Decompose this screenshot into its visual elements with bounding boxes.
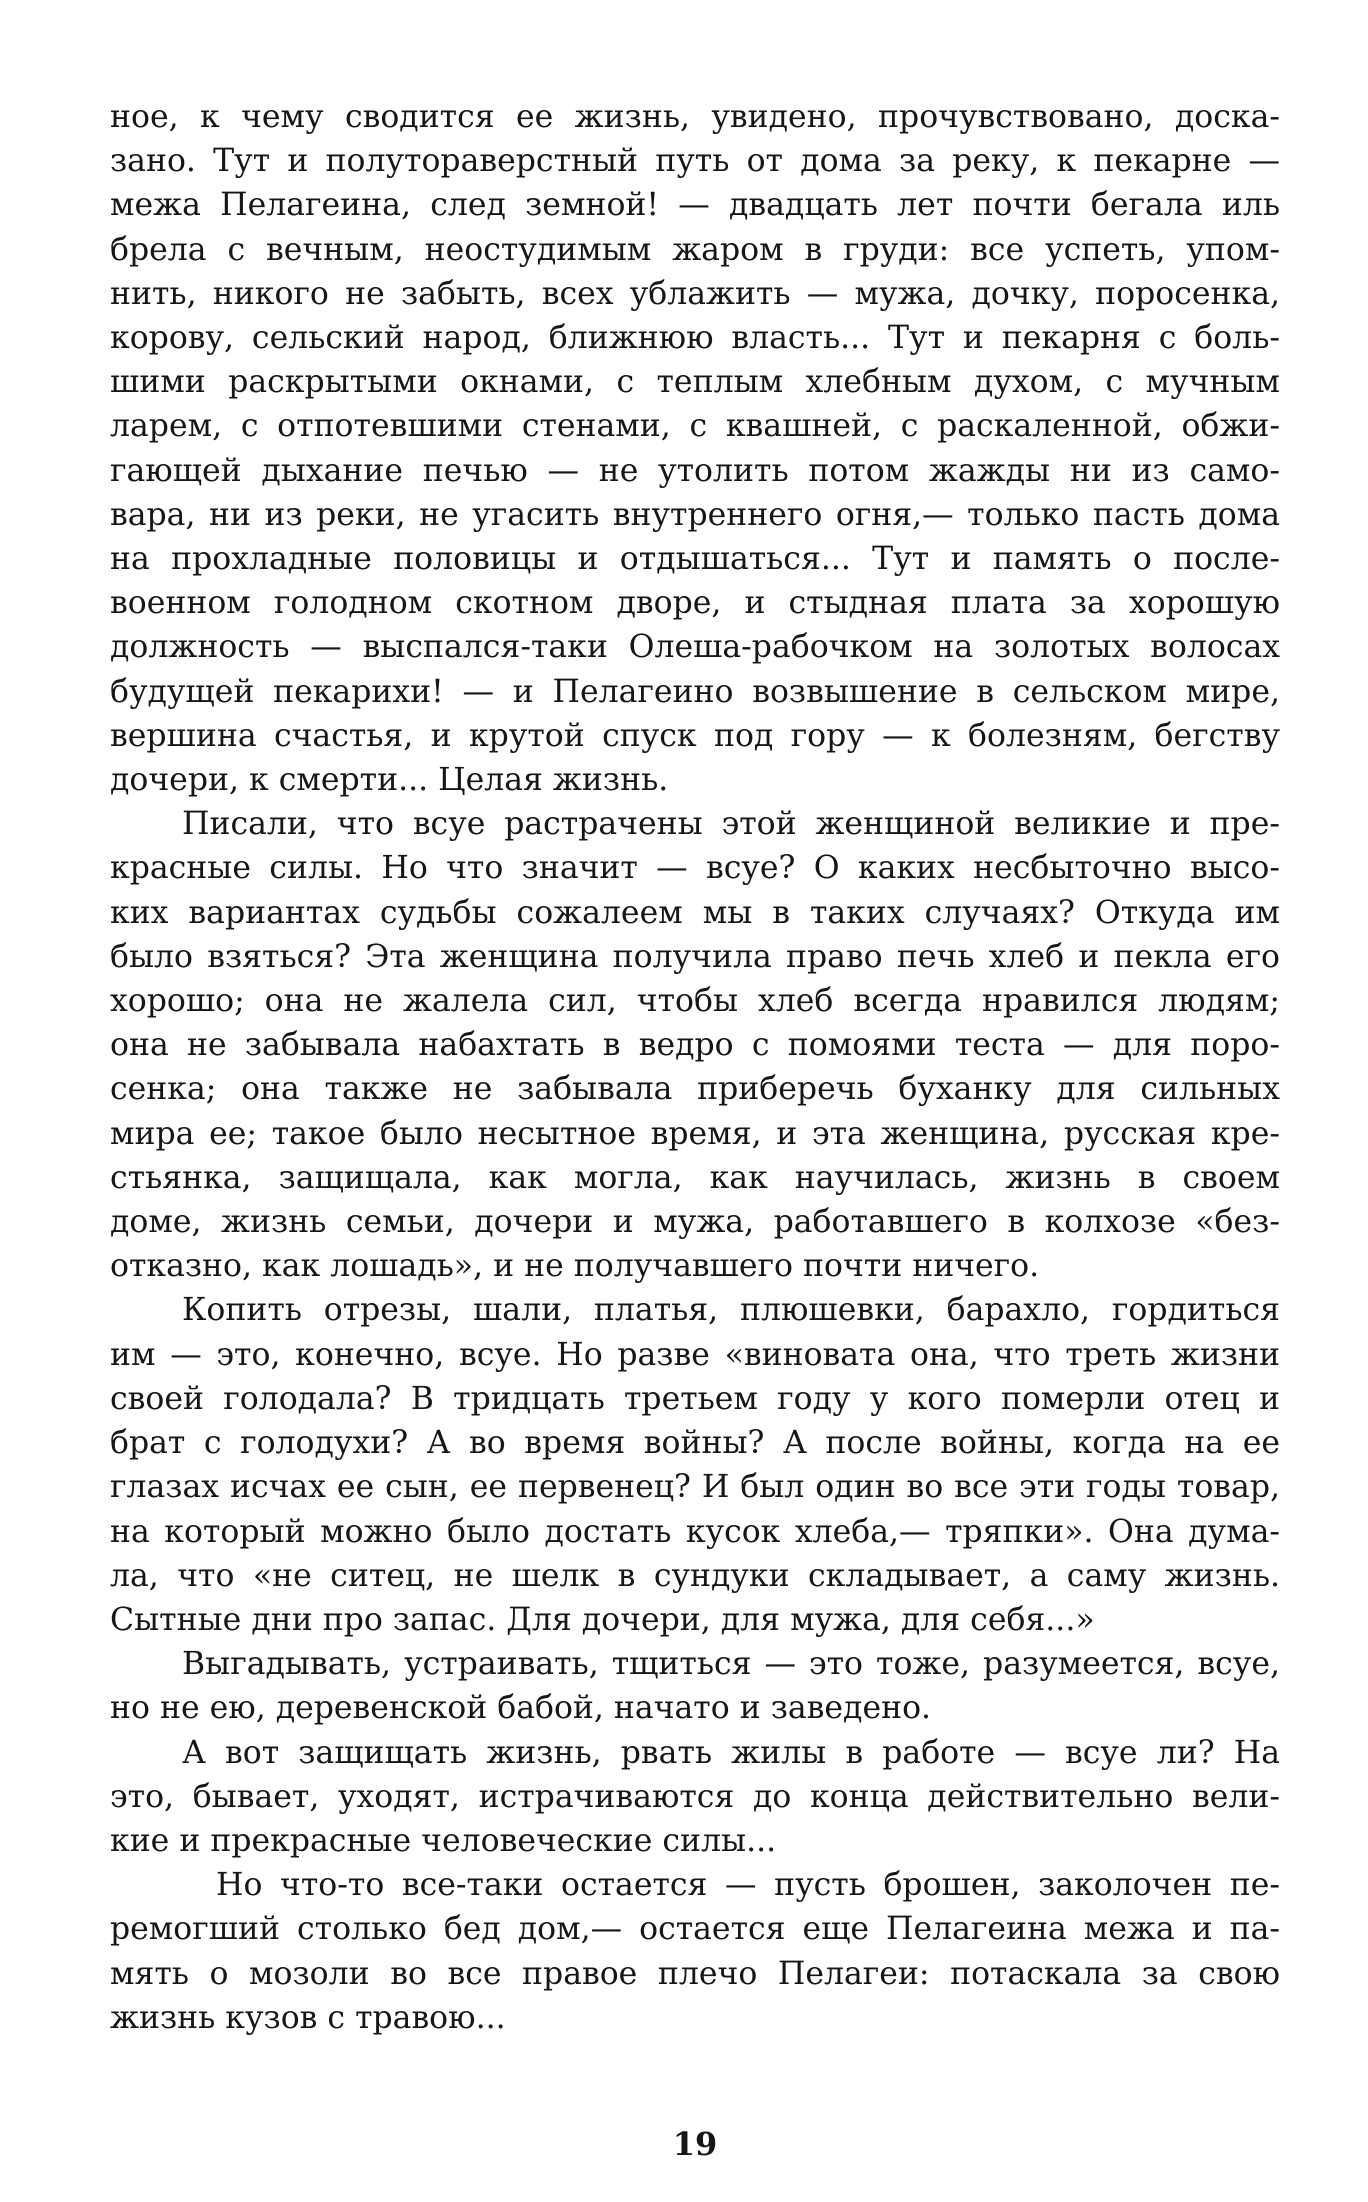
text-line: брат с голодухи? А во время войны? А после войны, когда на ее (110, 1425, 1280, 1462)
text-line: жизнь кузов с травою... (110, 1999, 506, 2036)
text-line: брела с вечным, неостудимым жаром в груди: все успеть, упом- (110, 231, 1280, 268)
body-text (110, 95, 1280, 2040)
text-line: было взяться? Эта женщина получила право печь хлеб и пекла его (110, 938, 1280, 975)
text-line: доме, жизнь семьи, дочери и мужа, работавшего в колхозе «без- (110, 1204, 1280, 1241)
text-line: будущей пекарихи! — и Пелагеино возвышение в сельском мире, (110, 673, 1280, 710)
text-line: корову, сельский народ, ближнюю власть... Тут и пекарня с боль- (110, 320, 1280, 357)
text-line: зано. Тут и полутораверстный путь от дома за реку, к пекарне — (110, 143, 1280, 180)
text-line: вара, ни из реки, не угасить внутреннего огня,— только пасть дома (110, 496, 1280, 533)
page-number: 19 (672, 2125, 718, 2163)
text-line: глазах исчах ее сын, ее первенец? И был один во все эти годы товар, (110, 1469, 1280, 1506)
text-line: ких вариантах судьбы сожалеем мы в таких случаях? Откуда им (110, 894, 1280, 931)
text-line: ларем, с отпотевшими стенами, с квашней, с раскаленной, обжи- (110, 408, 1280, 445)
text-line: мира ее; такое было несытное время, и эта женщина, русская кре- (110, 1115, 1280, 1152)
text-line: на прохладные половицы и отдышаться... Тут и память о после- (110, 541, 1280, 578)
text-line: А вот защищать жизнь, рвать жилы в работе — всуе ли? На (182, 1734, 1280, 1771)
paragraph (110, 1863, 1280, 2040)
text-line: стьянка, защищала, как могла, как научилась, жизнь в своем (110, 1159, 1280, 1196)
paragraph (110, 802, 1280, 1288)
text-line: должность — выспался-таки Олеша-рабочком на золотых волосах (110, 629, 1280, 666)
text-line: Писали, что всуе растрачены этой женщиной великие и пре- (182, 806, 1280, 843)
text-line: мять о мозоли во все правое плечо Пелагеи: потаскала за свою (110, 1955, 1280, 1992)
text-line: кие и прекрасные человеческие силы... (110, 1822, 777, 1859)
text-line: военном голодном скотном дворе, и стыдная плата за хорошую (110, 585, 1280, 622)
text-line: но не ею, деревенской бабой, начато и заведено. (110, 1690, 932, 1727)
text-line: ное, к чему сводится ее жизнь, увидено, прочувствовано, доска- (110, 99, 1280, 135)
text-line: межа Пелагеина, след земной! — двадцать лет почти бегала иль (110, 187, 1280, 224)
text-line: на который можно было достать кусок хлеба,— тряпки». Она дума- (110, 1513, 1280, 1550)
text-line: своей голодала? В тридцать третьем году у кого померли отец и (110, 1380, 1280, 1417)
text-line: отказно, как лошадь», и не получавшего почти ничего. (110, 1248, 1040, 1285)
text-line: гающей дыхание печью — не утолить потом жажды ни из само- (110, 452, 1280, 489)
text-line: это, бывает, уходят, истрачиваются до конца действительно вели- (110, 1778, 1280, 1815)
text-line: сенка; она также не забывала приберечь буханку для сильных (110, 1071, 1280, 1108)
text-line: вершина счастья, и крутой спуск под гору — к болезням, бегству (110, 717, 1280, 754)
paragraph (110, 1288, 1280, 1642)
book-page (110, 95, 1280, 2195)
text-line: дочери, к смерти... Целая жизнь. (110, 762, 669, 799)
text-line: ремогший столько бед дом,— остается еще Пелагеина межа и па- (110, 1911, 1280, 1948)
text-line: им — это, конечно, всуе. Но разве «виновата она, что треть жизни (110, 1336, 1280, 1373)
text-line: шими раскрытыми окнами, с теплым хлебным духом, с мучным (110, 364, 1280, 401)
text-line: Выгадывать, устраивать, тщиться — это тоже, разумеется, всуе, (182, 1646, 1280, 1683)
text-line: красные силы. Но что значит — всуе? О каких несбыточно высо- (110, 850, 1280, 887)
text-line: нить, никого не забыть, всех ублажить — мужа, дочку, поросенка, (110, 275, 1280, 312)
text-line: хорошо; она не жалела сил, чтобы хлеб всегда нравился людям; (110, 983, 1280, 1020)
paragraph (110, 1642, 1280, 1730)
text-line: Сытные дни про запас. Для дочери, для мужа, для себя...» (110, 1601, 1095, 1638)
text-line: ла, что «не ситец, не шелк в сундуки складывает, а саму жизнь. (110, 1557, 1280, 1594)
text-line: Копить отрезы, шали, платья, плюшевки, барахло, гордиться (182, 1292, 1280, 1329)
text-line: она не забывала набахтать в ведро с помоями теста — для поро- (110, 1027, 1280, 1064)
paragraph (110, 1731, 1280, 1864)
text-line: Но что-то все-таки остается — пусть брошен, заколочен пе- (216, 1867, 1280, 1904)
paragraph (110, 95, 1280, 802)
